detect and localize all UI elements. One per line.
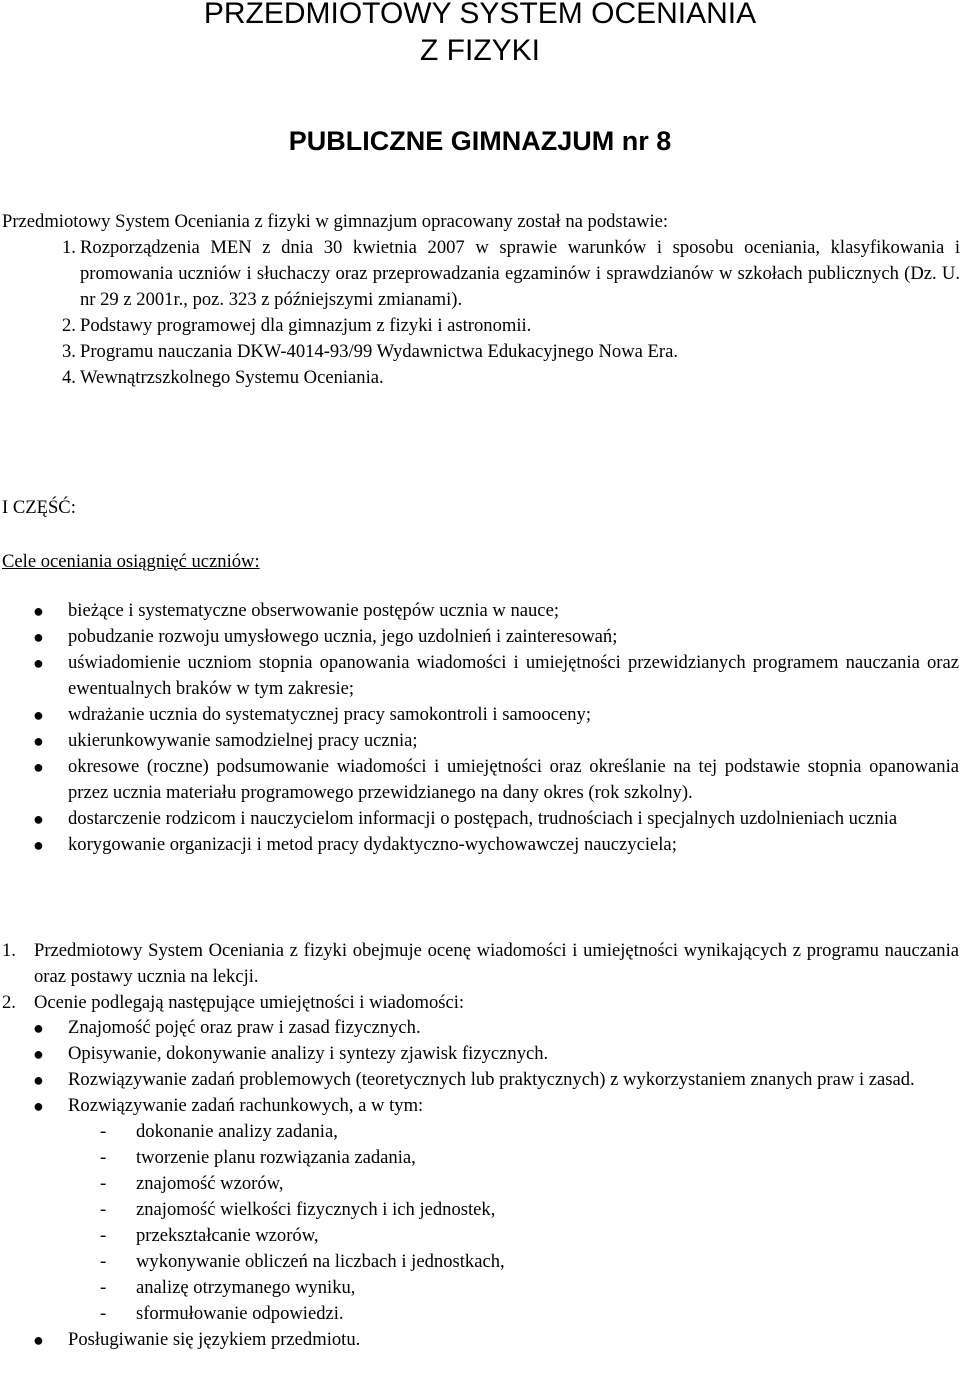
- sub-list-item: [0, 1119, 960, 1145]
- school-name: PUBLICZNE GIMNAZJUM nr 8: [288, 126, 672, 156]
- item-text: wykonywanie obliczeń na liczbach i jednostkach,: [136, 1251, 505, 1272]
- list-item: [0, 1015, 960, 1041]
- list-item: [0, 365, 960, 391]
- item-text: dostarczenie rodzicom i nauczycielom informacji o postępach, trudnościach i specjalnych uzdolnieniach ucznia: [68, 808, 898, 829]
- list-item: [0, 650, 960, 702]
- dash-marker: -: [100, 1251, 107, 1272]
- sub-list-item: [0, 1301, 960, 1327]
- bullet-icon: ●: [33, 601, 44, 621]
- goals-heading: Cele oceniania osiągnięć uczniów:: [2, 551, 260, 572]
- document-title-line2: Z FIZYKI: [420, 34, 540, 67]
- bullet-icon: ●: [33, 1018, 44, 1038]
- bullet-icon: ●: [33, 809, 44, 829]
- goals-list: [0, 598, 960, 858]
- item-text: Wewnątrzszkolnego Systemu Oceniania.: [80, 367, 384, 388]
- item-text: Podstawy programowej dla gimnazjum z fizyki i astronomii.: [80, 315, 532, 336]
- item-text: znajomość wielkości fizycznych i ich jednostek,: [136, 1199, 496, 1220]
- dash-marker: -: [100, 1277, 107, 1298]
- item-number: 2.: [62, 315, 76, 336]
- item-text: pobudzanie rozwoju umysłowego ucznia, jego uzdolnień i zainteresowań;: [68, 626, 618, 647]
- item-text: znajomość wzorów,: [136, 1173, 284, 1194]
- sub-list-item: [0, 1249, 960, 1275]
- dash-marker: -: [100, 1199, 107, 1220]
- item-number: 4.: [62, 367, 76, 388]
- item-number: 2.: [2, 992, 16, 1013]
- skills-list: [0, 1015, 960, 1353]
- list-item: [0, 728, 960, 754]
- list-item: [0, 598, 960, 624]
- basis-list: [0, 235, 960, 391]
- section-heading: I CZĘŚĆ:: [2, 497, 76, 518]
- item-text: Rozwiązywanie zadań problemowych (teoretycznych lub praktycznych) z wykorzystaniem znanych praw i zasad.: [68, 1069, 915, 1090]
- item-text: Opisywanie, dokonywanie analizy i syntezy zjawisk fizycznych.: [68, 1043, 549, 1064]
- list-item: [0, 624, 960, 650]
- item-text: Rozwiązywanie zadań rachunkowych, a w tym:: [68, 1095, 424, 1116]
- item-text: uświadomienie uczniom stopnia opanowania wiadomości i umiejętności przewidzianych programem nauczania oraz ewentualnych braków w tym zakresie;: [68, 652, 959, 699]
- bullet-icon: ●: [33, 627, 44, 647]
- bullet-icon: ●: [33, 1044, 44, 1064]
- list-item: [0, 1093, 960, 1119]
- list-item: [0, 339, 960, 365]
- item-number: 3.: [62, 341, 76, 362]
- list-item: [0, 702, 960, 728]
- item-text: dokonanie analizy zadania,: [136, 1121, 338, 1142]
- bullet-icon: ●: [33, 1330, 44, 1350]
- item-text: korygowanie organizacji i metod pracy dydaktyczno-wychowawczej nauczyciela;: [68, 834, 677, 855]
- intro-text: Przedmiotowy System Oceniania z fizyki w gimnazjum opracowany został na podstawie:: [2, 211, 669, 232]
- item-text: Przedmiotowy System Oceniania z fizyki obejmuje ocenę wiadomości i umiejętności wynikających z programu nauczania oraz postawy ucznia na lekcji.: [34, 940, 959, 987]
- item-text: Programu nauczania DKW-4014-93/99 Wydawnictwa Edukacyjnego Nowa Era.: [80, 341, 678, 362]
- dash-marker: -: [100, 1303, 107, 1324]
- item-text: wdrażanie ucznia do systematycznej pracy samokontroli i samooceny;: [68, 704, 592, 725]
- sub-list-item: [0, 1275, 960, 1301]
- bullet-icon: ●: [33, 653, 44, 673]
- bullet-icon: ●: [33, 705, 44, 725]
- item-number: 1.: [2, 940, 16, 961]
- bullet-icon: ●: [33, 1096, 44, 1116]
- item-text: Ocenie podlegają następujące umiejętności i wiadomości:: [34, 992, 465, 1013]
- item-text: Znajomość pojęć oraz praw i zasad fizycznych.: [68, 1017, 421, 1038]
- item-text: okresowe (roczne) podsumowanie wiadomości i umiejętności oraz określanie na tej podstawie stopnia opanowania przez ucznia materiału programowego przewidzianego na dany okres (rok szkolny).: [68, 756, 959, 803]
- item-number: 1.: [62, 237, 76, 258]
- dash-marker: -: [100, 1225, 107, 1246]
- dash-marker: -: [100, 1173, 107, 1194]
- sub-list-item: [0, 1145, 960, 1171]
- sub-list-item: [0, 1223, 960, 1249]
- list-item: [0, 832, 960, 858]
- list-item: [0, 990, 960, 1016]
- bullet-icon: ●: [33, 835, 44, 855]
- list-item: [0, 754, 960, 806]
- item-text: analizę otrzymanego wyniku,: [136, 1277, 356, 1298]
- list-item: [0, 1327, 960, 1353]
- item-text: Rozporządzenia MEN z dnia 30 kwietnia 2007 w sprawie warunków i sposobu oceniania, klasyfikowania i promowania uczniów i słuchaczy oraz przeprowadzania egzaminów i sprawdzianów w szkołach publicznych (Dz. U. nr 29 z 2001r., poz. 323 z późniejszymi zmianami).: [80, 237, 960, 310]
- document-title-line1: PRZEDMIOTOWY SYSTEM OCENIANIA: [203, 0, 757, 30]
- list-item: [0, 938, 960, 990]
- list-item: [0, 313, 960, 339]
- item-text: bieżące i systematyczne obserwowanie postępów ucznia w nauce;: [68, 600, 559, 621]
- item-text: Posługiwanie się językiem przedmiotu.: [68, 1329, 361, 1350]
- bullet-icon: ●: [33, 731, 44, 751]
- list-item: [0, 806, 960, 832]
- dash-marker: -: [100, 1121, 107, 1142]
- item-text: przekształcanie wzorów,: [136, 1225, 319, 1246]
- bullet-icon: ●: [33, 757, 44, 777]
- points-list: [0, 938, 960, 1016]
- item-text: ukierunkowywanie samodzielnej pracy ucznia;: [68, 730, 418, 751]
- bullet-icon: ●: [33, 1070, 44, 1090]
- list-item: [0, 235, 960, 313]
- list-item: [0, 1067, 960, 1093]
- dash-marker: -: [100, 1147, 107, 1168]
- list-item: [0, 1041, 960, 1067]
- sub-list-item: [0, 1171, 960, 1197]
- item-text: tworzenie planu rozwiązania zadania,: [136, 1147, 416, 1168]
- sub-list-item: [0, 1197, 960, 1223]
- item-text: sformułowanie odpowiedzi.: [136, 1303, 344, 1324]
